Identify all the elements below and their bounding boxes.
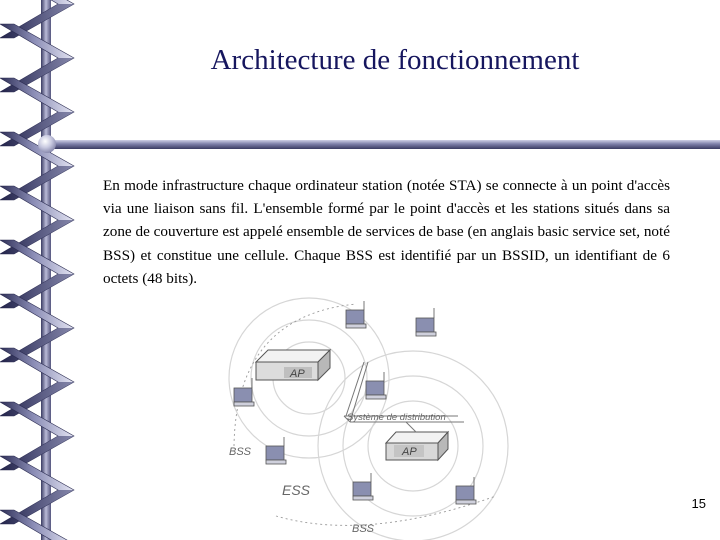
access-point-bottom [386,432,448,460]
bss-bottom-label: BSS [352,523,375,535]
decorative-chevron-shade [0,4,74,38]
station-icon [416,308,436,336]
bss-left-label: BSS [229,446,252,458]
infrastructure-diagram [226,296,516,540]
title-rule-knob [38,135,56,153]
ess-label: ESS [282,482,311,498]
ap-top-label: AP [290,368,305,380]
title-rule [48,140,720,149]
slide-title: Architecture de fonctionnement [210,44,580,76]
decorative-chevron [0,510,74,540]
distribution-system-label: Système de distribution [347,412,446,423]
station-icon [266,437,286,464]
decorative-chevron-shade [0,220,74,254]
decorative-chevron-shade [0,274,74,308]
station-icon [353,473,373,500]
decorative-chevron-shade [0,382,74,416]
decorative-arrow-band [0,0,80,540]
station-icon [366,372,386,399]
body-paragraph: En mode infrastructure chaque ordinateur station (notée STA) se connecte à un point d'accès via une liaison sans fil. L'ensemble formé par le point d'accès et les stations situés dans sa zone de couverture est appelé ensemble de services de base (en anglais basic service set, noté BSS) et constitue une cellule. Chaque BSS est identifié par un BSSID, un identifiant de 6 octets (48 bits). [103,177,670,287]
stations [234,301,476,504]
station-icon [346,301,366,328]
access-point-top [256,350,330,380]
ap-bottom-label: AP [402,446,417,458]
decorative-chevron-shade [0,58,74,92]
decorative-chevron-shade [0,490,74,524]
decorative-chevron-shade [0,328,74,362]
decorative-chevron-shade [0,436,74,470]
decorative-chevron-shade [0,166,74,200]
page-number: 15 [691,496,706,511]
